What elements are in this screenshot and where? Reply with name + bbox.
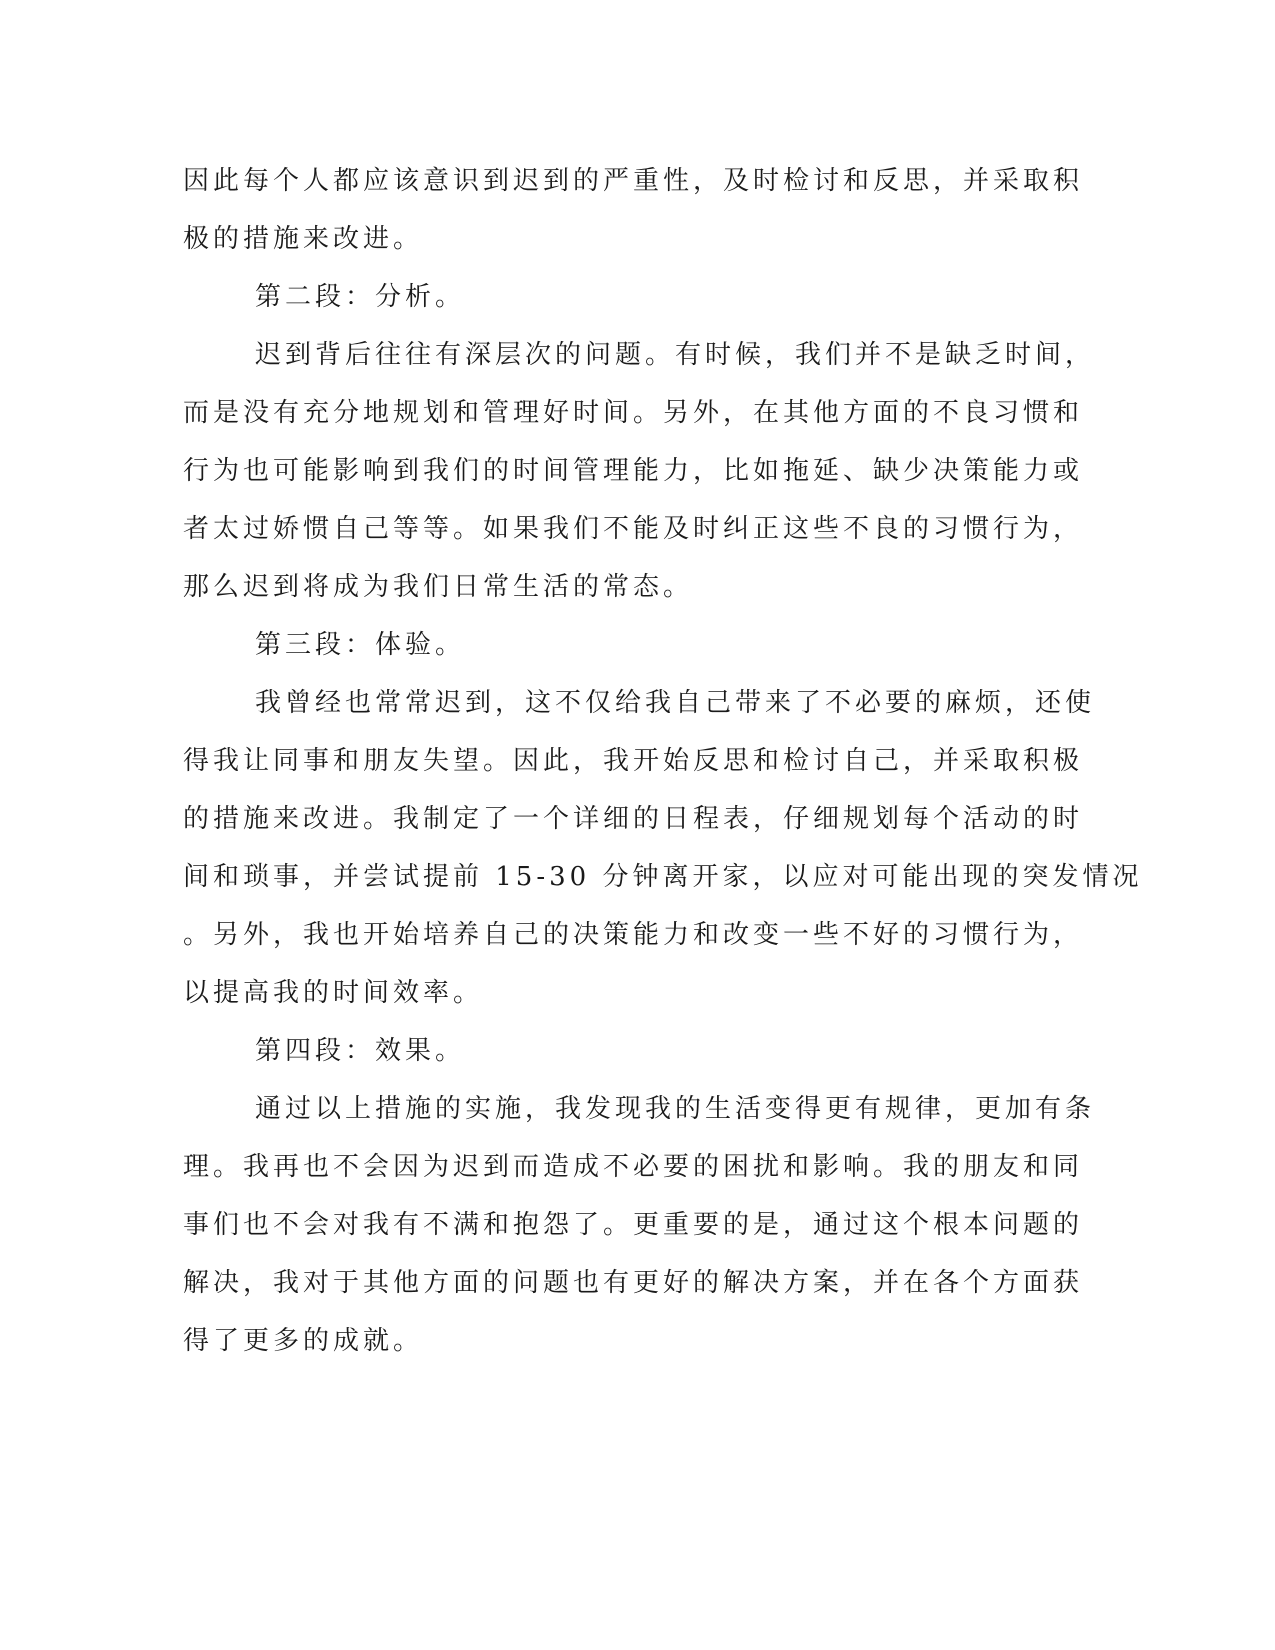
section-heading: 第三段：体验。 <box>255 630 466 660</box>
paragraph-line: 行为也可能影响到我们的时间管理能力，比如拖延、缺少决策能力或 <box>183 456 1084 486</box>
paragraph-line: 得了更多的成就。 <box>183 1326 424 1356</box>
paragraph-line: 的措施来改进。我制定了一个详细的日程表，仔细规划每个活动的时 <box>183 804 1084 834</box>
paragraph-line: 得我让同事和朋友失望。因此，我开始反思和检讨自己，并采取积极 <box>183 746 1084 776</box>
document-body <box>183 152 1143 1370</box>
paragraph-line: 而是没有充分地规划和管理好时间。另外，在其他方面的不良习惯和 <box>183 398 1084 428</box>
paragraph-line: 通过以上措施的实施，我发现我的生活变得更有规律，更加有条 <box>255 1094 1096 1124</box>
paragraph-line: 以提高我的时间效率。 <box>183 978 484 1008</box>
paragraph-line: 事们也不会对我有不满和抱怨了。更重要的是，通过这个根本问题的 <box>183 1210 1084 1240</box>
paragraph-line: 因此每个人都应该意识到迟到的严重性，及时检讨和反思，并采取积 <box>183 166 1084 196</box>
paragraph-line: 间和琐事，并尝试提前 15-30 分钟离开家，以应对可能出现的突发情况 <box>183 862 1143 892</box>
section-heading: 第二段：分析。 <box>255 282 466 312</box>
paragraph-line: 者太过娇惯自己等等。如果我们不能及时纠正这些不良的习惯行为， <box>183 514 1084 544</box>
paragraph-line: 我曾经也常常迟到，这不仅给我自己带来了不必要的麻烦，还使 <box>255 688 1096 718</box>
paragraph-line: 那么迟到将成为我们日常生活的常态。 <box>183 572 694 602</box>
paragraph-line: 解决，我对于其他方面的问题也有更好的解决方案，并在各个方面获 <box>183 1268 1084 1298</box>
section-heading: 第四段：效果。 <box>255 1036 466 1066</box>
paragraph-line: 。另外，我也开始培养自己的决策能力和改变一些不好的习惯行为， <box>183 920 1084 950</box>
paragraph-line: 迟到背后往往有深层次的问题。有时候，我们并不是缺乏时间， <box>255 340 1096 370</box>
paragraph-line: 极的措施来改进。 <box>183 224 424 254</box>
paragraph-line: 理。我再也不会因为迟到而造成不必要的困扰和影响。我的朋友和同 <box>183 1152 1084 1182</box>
